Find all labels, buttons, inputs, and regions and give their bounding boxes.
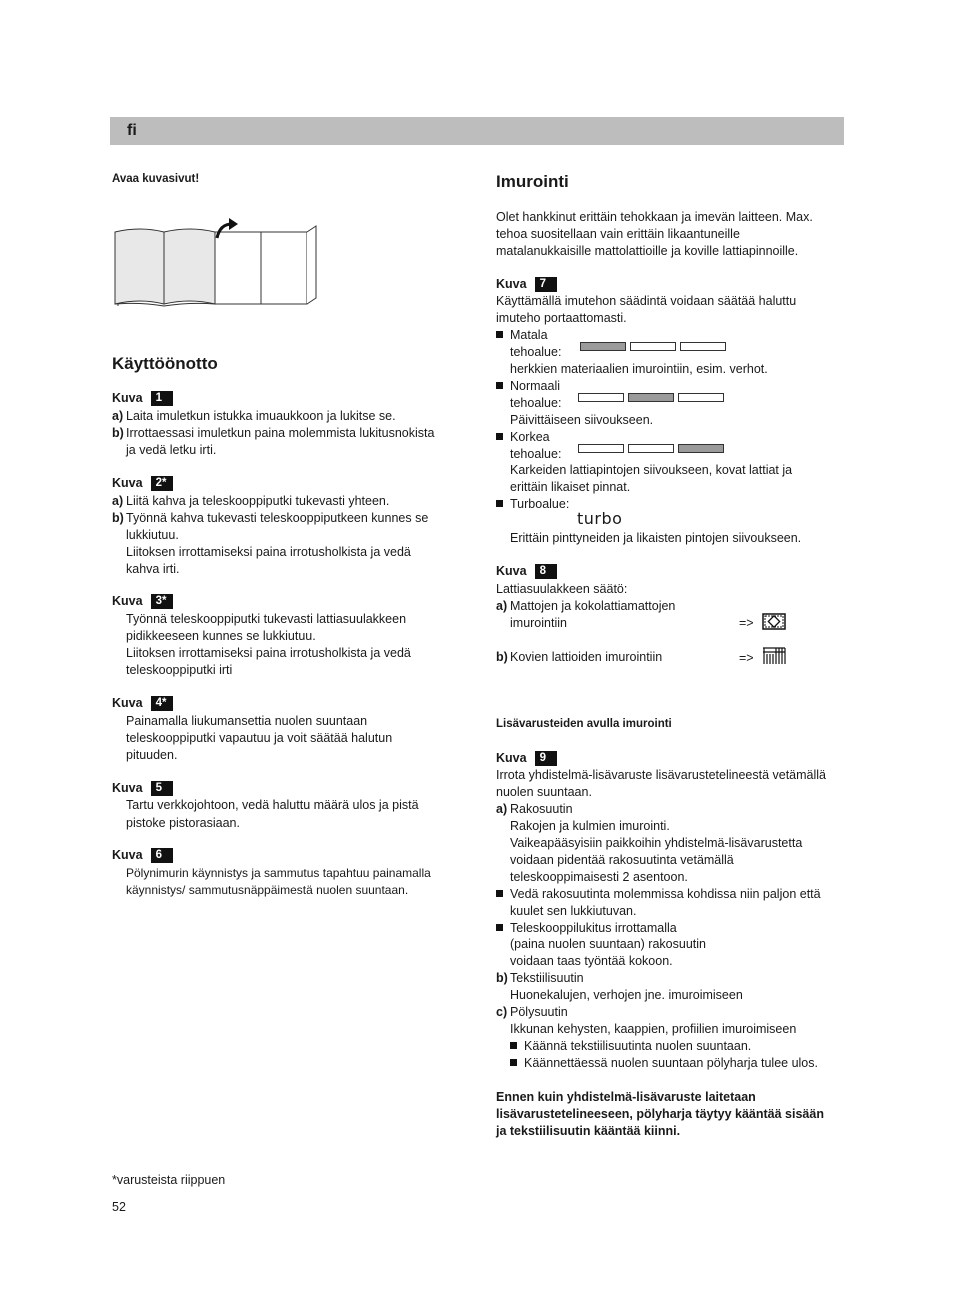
power-bar-1 [578,393,624,402]
storage-note-1: Ennen kuin yhdistelmä-lisävaruste laitetaan [496,1090,756,1104]
textile-nozzle-desc: Huonekalujen, verhojen jne. imuroimiseen [510,988,743,1002]
high-power-desc-2: erittäin likaiset pinnat. [510,480,631,494]
step-2b-cont-3: kahva irti. [126,562,180,576]
page-number: 52 [112,1200,126,1214]
dust-nozzle-bullet-2: Käännettäessä nuolen suuntaan pölyharja tulee ulos. [510,1055,818,1072]
bullet-icon [496,924,503,931]
step-1b-cont: ja vedä letku irti. [126,443,217,457]
power-bar-2 [628,393,674,402]
low-power-label: Matala [496,327,548,344]
intro-line-1: Olet hankkinut erittäin tehokkaan ja imevän laitteen. Max. [496,210,813,224]
step-5-line-1: Tartu verkkojohtoon, vedä haluttu määrä ulos ja pistä [126,798,419,812]
open-pages-note: Avaa kuvasivut! [112,173,200,185]
figure-ref-7: Kuva 7 [496,276,557,293]
figure-ref-3: Kuva 3* [112,593,173,610]
step-3-line-1: Työnnä teleskooppiputki tukevasti lattiasuulakkeen [126,612,407,626]
crevice-nozzle-title: a) Rakosuutin [496,802,573,816]
bullet-icon [496,433,503,440]
crevice-bullet-1: Vedä rakosuutinta molemmissa kohdissa niin paljon että [496,886,821,903]
crevice-bullet-1-cont: kuulet sen lukkiutuvan. [510,904,637,918]
footnote: *varusteista riippuen [112,1173,226,1187]
storage-note-3: ja tekstiilisuutin kääntää kiinni. [496,1124,681,1138]
normal-power-label: Normaali [496,378,560,395]
crevice-bullet-2-cont-1: (paina nuolen suuntaan) rakosuutin [510,937,706,951]
normal-power-desc: Päivittäiseen siivoukseen. [510,413,654,427]
figure-ref-1: Kuva 1 [112,390,173,407]
turbo-label: Turboalue: [496,496,569,513]
language-code: fi [127,122,137,139]
step-2b-cont-2: Liitoksen irrottamiseksi paina irrotusholkista ja vedä [126,545,411,559]
turbo-desc: Erittäin pinttyneiden ja likaisten pintojen siivoukseen. [510,531,802,545]
normal-power-label-2: tehoalue: [510,396,562,410]
figure-ref-5: Kuva 5 [112,780,173,797]
power-bar-1 [580,342,626,351]
turbo-logo: turbo [577,509,623,528]
arrow-carpet: => [739,616,754,630]
bullet-icon [510,1042,517,1049]
bullet-icon [510,1059,517,1066]
low-power-label-2: tehoalue: [510,345,562,359]
power-bar-3 [680,342,726,351]
step-2b: b) Työnnä kahva tukevasti teleskooppiputkeen kunnes se [112,511,429,525]
step-2a: a) Liitä kahva ja teleskooppiputki tukevasti yhteen. [112,494,390,508]
textile-nozzle-title: b) Tekstiilisuutin [496,971,584,985]
section-heading-setup: Käyttöönotto [112,354,218,373]
power-bar-3 [678,444,724,453]
step-1a: a) Laita imuletkun istukka imuaukkoon ja lukitse se. [112,409,396,423]
step-1b: b) Irrottaessasi imuletkun paina molemmista lukitusnokista [112,426,435,440]
bullet-icon [496,890,503,897]
language-bar [110,117,844,145]
power-bar-1 [578,444,624,453]
nozzle-carpet-line-1: a) Mattojen ja kokolattiamattojen [496,599,676,613]
power-bar-2 [630,342,676,351]
intro-line-3: matalanukkaisille mattolattioille ja koville lattiapinnoille. [496,244,799,258]
power-intro-1: Käyttämällä imutehon säädintä voidaan säätää haluttu [496,294,797,308]
step-6-line-1: Pölynimurin käynnistys ja sammutus tapahtuu painamalla [126,866,431,880]
figure-ref-4: Kuva 4* [112,695,173,712]
nozzle-carpet-line-2: imurointiin [510,616,567,630]
booklet-fold-illustration [112,218,324,308]
carpet-setting-icon [762,613,786,630]
bullet-icon [496,331,503,338]
low-power-desc: herkkien materiaalien imurointiin, esim. verhot. [510,362,768,376]
crevice-line-3: Vaikeapääsyisiin paikkoihin yhdistelmä-lisävarustetta [510,836,803,850]
high-power-indicator [578,444,724,453]
step-3-line-4: teleskooppiputki irti [126,663,233,677]
power-intro-2: imuteho portaattomasti. [496,311,627,325]
power-bar-2 [628,444,674,453]
nozzle-hardfloor-line: b) Kovien lattioiden imurointiin [496,650,663,664]
step-4-line-3: pituuden. [126,748,178,762]
figure-ref-6: Kuva 6 [112,847,173,864]
crevice-line-4: voidaan pidentää rakosuutinta vetämällä [510,853,734,867]
normal-power-indicator [578,393,724,402]
power-bar-3 [678,393,724,402]
crevice-bullet-2-cont-2: voidaan taas työntää kokoon. [510,954,673,968]
bullet-icon [496,500,503,507]
accessories-heading: Lisävarusteiden avulla imurointi [496,718,672,730]
step-4-line-1: Painamalla liukumansettia nuolen suuntaan [126,714,368,728]
bullet-icon [496,382,503,389]
step-2b-cont-1: lukkiutuu. [126,528,179,542]
dust-nozzle-desc: Ikkunan kehysten, kaappien, profiilien imuroimiseen [510,1022,797,1036]
acc-intro-2: nuolen suuntaan. [496,785,592,799]
arrow-hardfloor: => [739,651,754,665]
acc-intro-1: Irrota yhdistelmä-lisävaruste lisävarustetelineestä vetämällä [496,768,827,782]
figure-ref-2: Kuva 2* [112,475,173,492]
crevice-line-2: Rakojen ja kulmien imurointi. [510,819,670,833]
intro-line-2: tehoa suositellaan vain erittäin likaantuneille [496,227,740,241]
section-heading-vacuuming: Imurointi [496,172,569,191]
storage-note-2: lisävarustetelineeseen, pölyharja täytyy kääntää sisään [496,1107,824,1121]
crevice-bullet-2: Teleskooppilukitus irrottamalla [496,920,677,937]
figure-ref-8: Kuva 8 [496,563,557,580]
high-power-label: Korkea [496,429,550,446]
dust-nozzle-bullet-1: Käännä tekstiilisuutinta nuolen suuntaan. [510,1038,751,1055]
dust-nozzle-title: c) Pölysuutin [496,1005,568,1019]
crevice-line-5: teleskooppimaisesti 2 asentoon. [510,870,688,884]
figure-ref-9: Kuva 9 [496,750,557,767]
step-4-line-2: teleskooppiputki vapautuu ja voit säätää halutun [126,731,393,745]
step-6-line-2: käynnistys/ sammutusnäppäimestä nuolen suuntaan. [126,883,409,897]
step-3-line-3: Liitoksen irrottamiseksi paina irrotusholkista ja vedä [126,646,411,660]
low-power-indicator [580,342,726,351]
hard-floor-setting-icon [762,647,786,665]
nozzle-setting-title: Lattiasuulakkeen säätö: [496,582,628,596]
high-power-label-2: tehoalue: [510,447,562,461]
step-3-line-2: pidikkeeseen kunnes se lukkiutuu. [126,629,316,643]
step-5-line-2: pistoke pistorasiaan. [126,816,240,830]
high-power-desc-1: Karkeiden lattiapintojen siivoukseen, kovat lattiat ja [510,463,793,477]
